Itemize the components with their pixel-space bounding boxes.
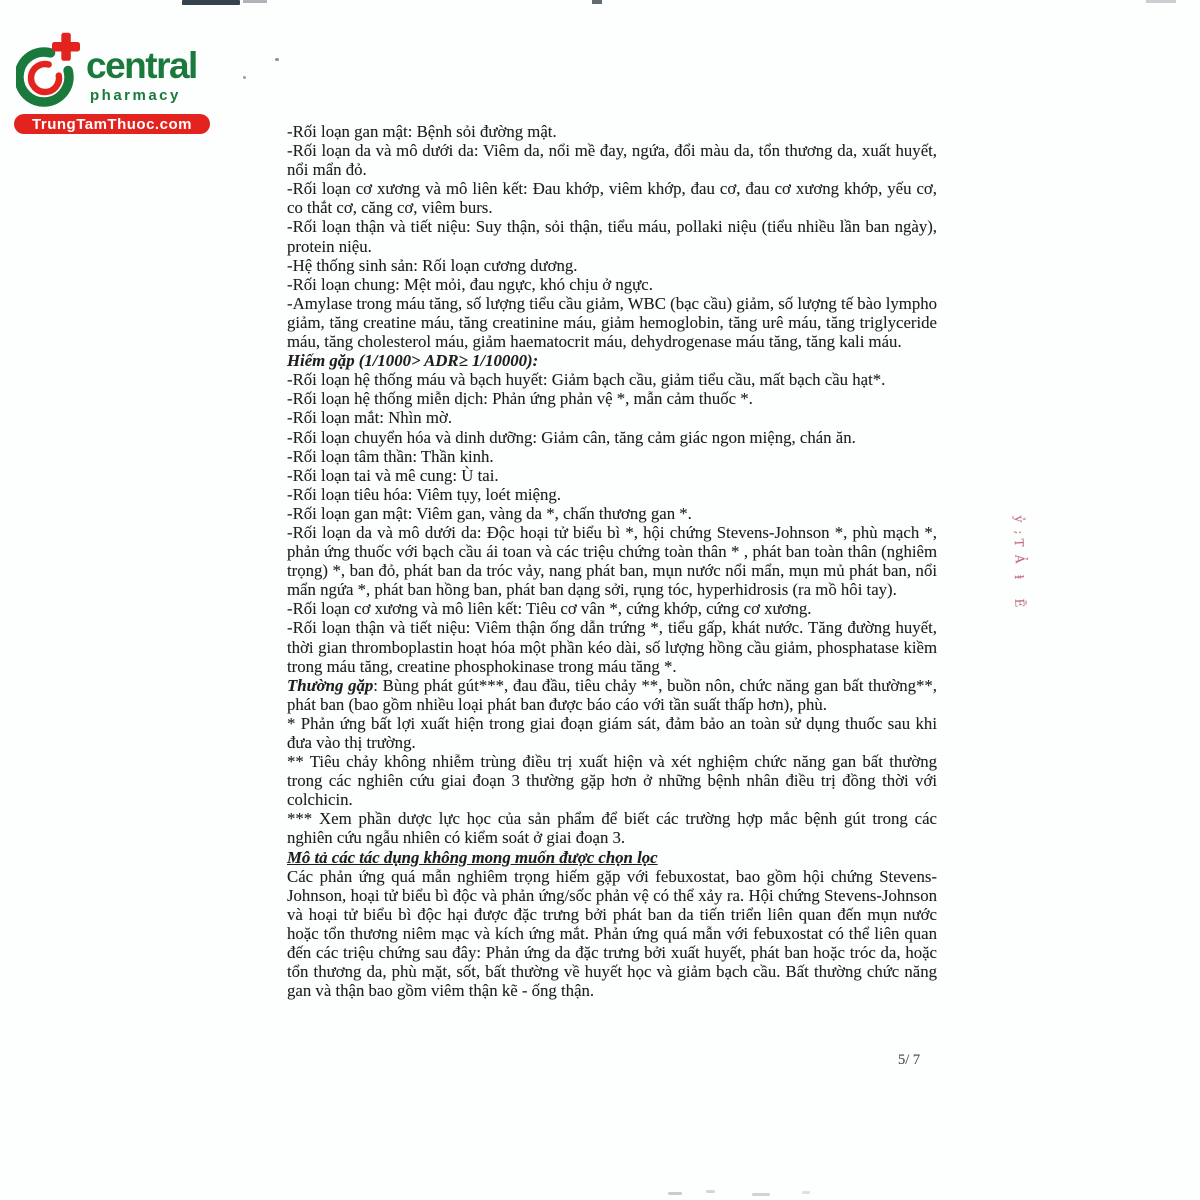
paragraph-text: -Rối loạn da và mô dưới da: Viêm da, nổi mề đay, ngứa, đổi màu da, tổn thương da, xuất huyết, nổi mẩn đỏ. [287, 141, 937, 180]
paragraph [287, 275, 937, 294]
paragraph [287, 618, 937, 675]
paragraph [287, 599, 937, 618]
paragraph [287, 523, 937, 599]
paragraph-text: Các phản ứng quá mẫn nghiêm trọng hiếm gặp với febuxostat, bao gồm hội chứng Stevens-Johnson, hoại tử biểu bì độc và phản ứng/sốc phản vệ có thể xảy ra. Hội chứng Stevens-Johnson và hoại tử biểu bì độc hại được đặc trưng bởi phát ban da tiến triển liên quan đến mụn nước hoặc tổn thương niêm mạc và kích ứng mắt. Phản ứng quá mẫn với febuxostat có thể liên quan đến các triệu chứng sau đây: Phản ứng da đặc trưng bởi xuất huyết, phát ban hoặc tróc da, hoặc tổn thương da, phù mặt, sốt, bất thường về huyết học và giảm bạch cầu. Bất thường chức năng gan và thận bao gồm viêm thận kẽ - ống thận. [287, 866, 937, 1001]
paragraph [287, 294, 937, 351]
paragraph-text: -Rối loạn cơ xương và mô liên kết: Tiêu cơ vân *, cứng khớp, cứng cơ xương. [287, 599, 812, 619]
paragraph-text: Mô tả các tác dụng không mong muốn được chọn lọc [287, 847, 658, 867]
scan-artifact [243, 0, 267, 3]
stamp-mark: ⱡ [1011, 574, 1027, 582]
pharmacy-logo [14, 25, 224, 140]
scan-artifact [275, 58, 279, 61]
paragraph-text: * Phản ứng bất lợi xuất hiện trong giai đoạn giám sát, đảm bảo an toàn sử dụng thuốc sau khi đưa vào thị trường. [287, 713, 937, 752]
scan-artifact [706, 1190, 715, 1193]
margin-stamp-marks [1004, 515, 1034, 710]
paragraph-text: -Rối loạn tai và mê cung: Ù tai. [287, 465, 499, 485]
paragraph-text: -Rối loạn hệ thống máu và bạch huyết: Giảm bạch cầu, giảm tiểu cầu, mất bạch cầu hạt*. [287, 370, 886, 390]
page-number: 5/ 7 [898, 1052, 921, 1068]
paragraph [287, 714, 937, 752]
paragraph [287, 485, 937, 504]
paragraph-text: -Rối loạn tâm thần: Thần kinh. [287, 446, 494, 466]
paragraph [287, 370, 937, 389]
paragraph [287, 256, 937, 275]
paragraph [287, 676, 937, 714]
paragraph [287, 752, 937, 809]
scan-artifact [182, 0, 240, 5]
paragraph-text: -Rối loạn thận và tiết niệu: Viêm thận ống dẫn trứng *, tiểu gấp, khát nước. Tăng đường huyết, thời gian thromboplastin hoạt hóa một phần kéo dài, số lượng hồng cầu giảm, phosphatase kiềm trong máu tăng, creatine phosphokinase trong máu tăng *. [287, 618, 937, 676]
scan-artifact [752, 1193, 770, 1196]
paragraph [287, 141, 937, 179]
scan-artifact [1146, 0, 1176, 3]
paragraph [287, 466, 937, 485]
central-pharmacy-c-plus-icon [16, 31, 80, 107]
paragraph-text: -Rối loạn chuyển hóa và dinh dưỡng: Giảm cân, tăng cảm giác ngon miệng, chán ăn. [287, 427, 856, 447]
scan-artifact [243, 76, 246, 79]
paragraph-text: -Rối loạn thận và tiết niệu: Suy thận, sỏi thận, tiểu máu, pollaki niệu (tiểu nhiều lần ban ngày), protein niệu. [287, 217, 937, 256]
scan-artifact [802, 1191, 810, 1194]
paragraph [287, 867, 937, 1001]
paragraph [287, 848, 937, 867]
paragraph-text: -Rối loạn da và mô dưới da: Độc hoại tử biểu bì *, hội chứng Stevens-Johnson *, phù mạch *, phản ứng thuốc với bạch cầu ái toan và các triệu chứng toàn thân * , phát ban toàn thân (nghiêm trọng) *, ban đỏ, phát ban da tróc vảy, nang phát ban, mụn nước nổi mẩn, mụn mủ phát ban, nổi mẩn ngứa *, phát ban hồng ban, phát ban dạng sởi, rụng tóc, hyperhidrosis (ra mồ hôi tay). [287, 522, 937, 600]
paragraph-text: -Rối loạn cơ xương và mô liên kết: Đau khớp, viêm khớp, đau cơ, đau cơ xương khớp, yếu cơ, co thắt cơ, căng cơ, viêm burs. [287, 179, 937, 218]
paragraph [287, 122, 937, 141]
paragraph [287, 389, 937, 408]
paragraph [287, 809, 937, 847]
paragraph-text: : Bùng phát gút***, đau đầu, tiêu chảy **, buồn nôn, chức năng gan bất thường**, phát ban (bao gồm nhiều loại phát ban được báo cáo với tần suất thấp hơn), phù. [287, 675, 938, 714]
logo-site-badge: TrungTamThuoc.com [14, 114, 210, 134]
stamp-mark: T Ả [1011, 538, 1027, 566]
paragraph-text: -Rối loạn gan mật: Viêm gan, vàng da *, chấn thương gan *. [287, 503, 692, 523]
paragraph-text: -Rối loạn chung: Mệt mỏi, đau ngực, khó chịu ở ngực. [287, 274, 653, 294]
paragraph-lead: Thường gặp [287, 675, 374, 695]
paragraph-text: ** Tiêu chảy không nhiễm trùng điều trị xuất hiện và xét nghiệm chức năng gan bất thường trong các nghiên cứu giai đoạn 3 thường gặp hơn ở những bệnh nhân điều trị đồng thời với colchicin. [287, 752, 937, 810]
paragraph-text: -Hệ thống sinh sản: Rối loạn cương dương. [287, 255, 578, 275]
paragraph [287, 428, 937, 447]
paragraph-text: -Rối loạn tiêu hóa: Viêm tụy, loét miệng. [287, 484, 561, 504]
paragraph-text: -Rối loạn gan mật: Bệnh sỏi đường mật. [287, 122, 557, 141]
logo-sub-text: pharmacy [90, 87, 181, 104]
paragraph-text: *** Xem phần dược lực học của sản phẩm để biết các trường hợp mắc bệnh gút trong các nghiên cứu ngẫu nhiên có kiểm soát ở giai đoạn 3. [287, 809, 937, 848]
paragraph [287, 408, 937, 427]
stamp-mark: Ẽ [1011, 598, 1027, 610]
paragraph-text: Hiếm gặp (1/1000> ADR≥ 1/10000): [287, 351, 539, 371]
paragraph-text: -Amylase trong máu tăng, số lượng tiểu cầu giảm, WBC (bạc cầu) giảm, số lượng tế bào lympho giảm, tăng creatine máu, tăng creatinine máu, giảm hemoglobin, tăng urê máu, tăng triglyceride máu, tăng cholesterol máu, giảm haematocrit máu, dehydrogenase máu tăng, tăng kali máu. [287, 293, 937, 352]
logo-brand-text: central [86, 45, 197, 86]
paragraph-text: -Rối loạn hệ thống miễn dịch: Phản ứng phản vệ *, mẫn cảm thuốc *. [287, 389, 753, 409]
paragraph [287, 217, 937, 255]
paragraph-text: -Rối loạn mắt: Nhìn mờ. [287, 408, 453, 428]
stamp-mark: ỷ ; [1011, 515, 1027, 537]
paragraph [287, 179, 937, 217]
paragraph [287, 504, 937, 523]
scan-artifact [668, 1192, 682, 1195]
document-body [287, 122, 937, 1000]
paragraph [287, 447, 937, 466]
scan-artifact [592, 0, 602, 4]
paragraph [287, 351, 937, 370]
